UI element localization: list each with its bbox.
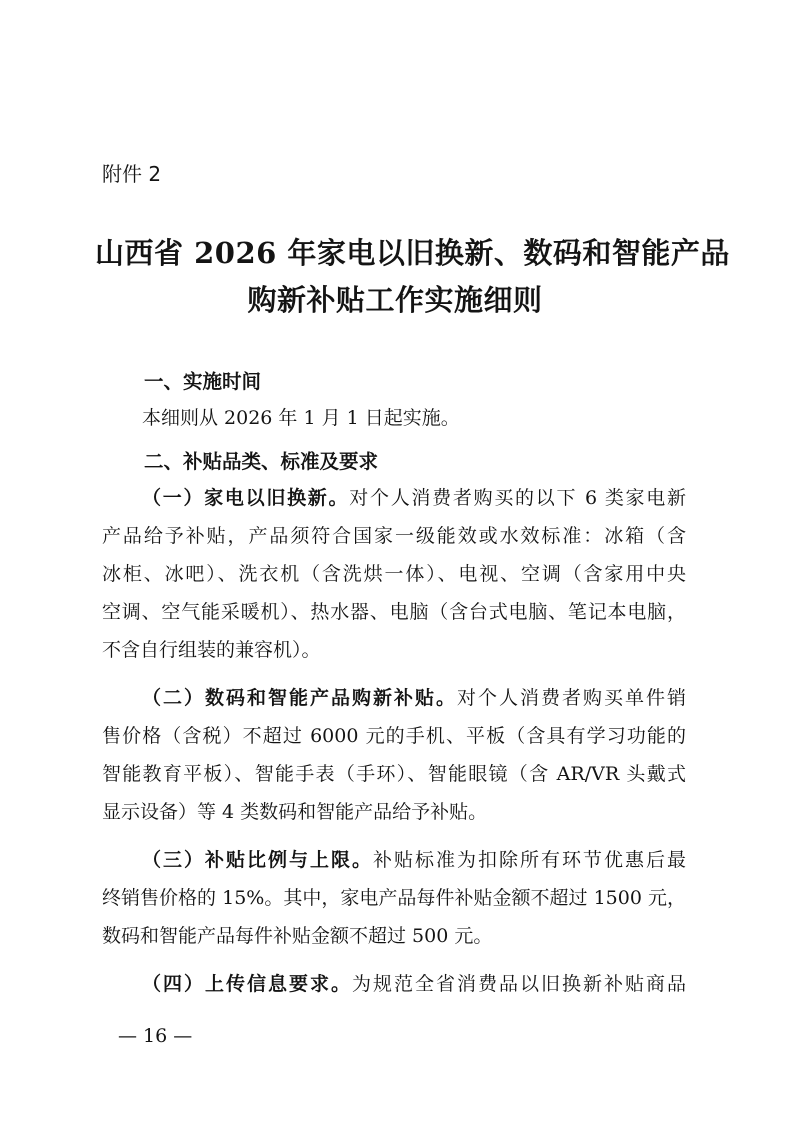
paragraph-line: 冰柜、冰吧）、洗衣机（含洗烘一体）、电视、空调（含家用中央 — [102, 563, 686, 585]
paragraph-line: 数码和智能产品每件补贴金额不超过 500 元。 — [102, 925, 493, 947]
paragraph-line: 产品给予补贴，产品须符合国家一级能效或水效标准：冰箱（含 — [102, 525, 686, 547]
paragraph-line: （一）家电以旧换新。对个人消费者购买的以下 6 类家电新 — [142, 487, 686, 509]
paragraph-line: 空调、空气能采暖机）、热水器、电脑（含台式电脑、笔记本电脑， — [102, 601, 686, 623]
item-label-upload-requirements: （四）上传信息要求。 — [142, 973, 352, 995]
section-heading-implementation-time: 一、实施时间 — [144, 370, 262, 393]
paragraph-line: 终销售价格的 15%。其中，家电产品每件补贴金额不超过 1500 元， — [102, 887, 686, 909]
paragraph-line: 不含自行组装的兼容机）。 — [102, 639, 321, 661]
item-label-appliance-trade-in: （一）家电以旧换新。 — [142, 487, 350, 509]
document-title-line-1: 山西省 2026 年家电以旧换新、数码和智能产品 — [95, 236, 730, 270]
paragraph-line: 售价格（含税）不超过 6000 元的手机、平板（含具有学习功能的 — [102, 725, 686, 747]
section-heading-subsidy-categories: 二、补贴品类、标准及要求 — [144, 450, 379, 473]
paragraph-line: 智能教育平板）、智能手表（手环）、智能眼镜（含 AR/VR 头戴式 — [102, 763, 686, 785]
page-number: — 16 — — [118, 1025, 193, 1047]
paragraph-line: （二）数码和智能产品购新补贴。对个人消费者购买单件销 — [142, 687, 686, 709]
paragraph-line: （四）上传信息要求。为规范全省消费品以旧换新补贴商品 — [142, 973, 686, 995]
item-label-digital-products: （二）数码和智能产品购新补贴。 — [142, 687, 457, 709]
item-label-subsidy-ratio: （三）补贴比例与上限。 — [142, 849, 373, 871]
document-title-line-2: 购新补贴工作实施细则 — [247, 283, 543, 317]
attachment-label: 附件 2 — [102, 162, 162, 186]
paragraph-line: 显示设备）等 4 类数码和智能产品给予补贴。 — [102, 801, 488, 823]
paragraph-line: （三）补贴比例与上限。补贴标准为扣除所有环节优惠后最 — [142, 849, 686, 871]
section-body-implementation-date: 本细则从 2026 年 1 月 1 日起实施。 — [142, 407, 460, 429]
